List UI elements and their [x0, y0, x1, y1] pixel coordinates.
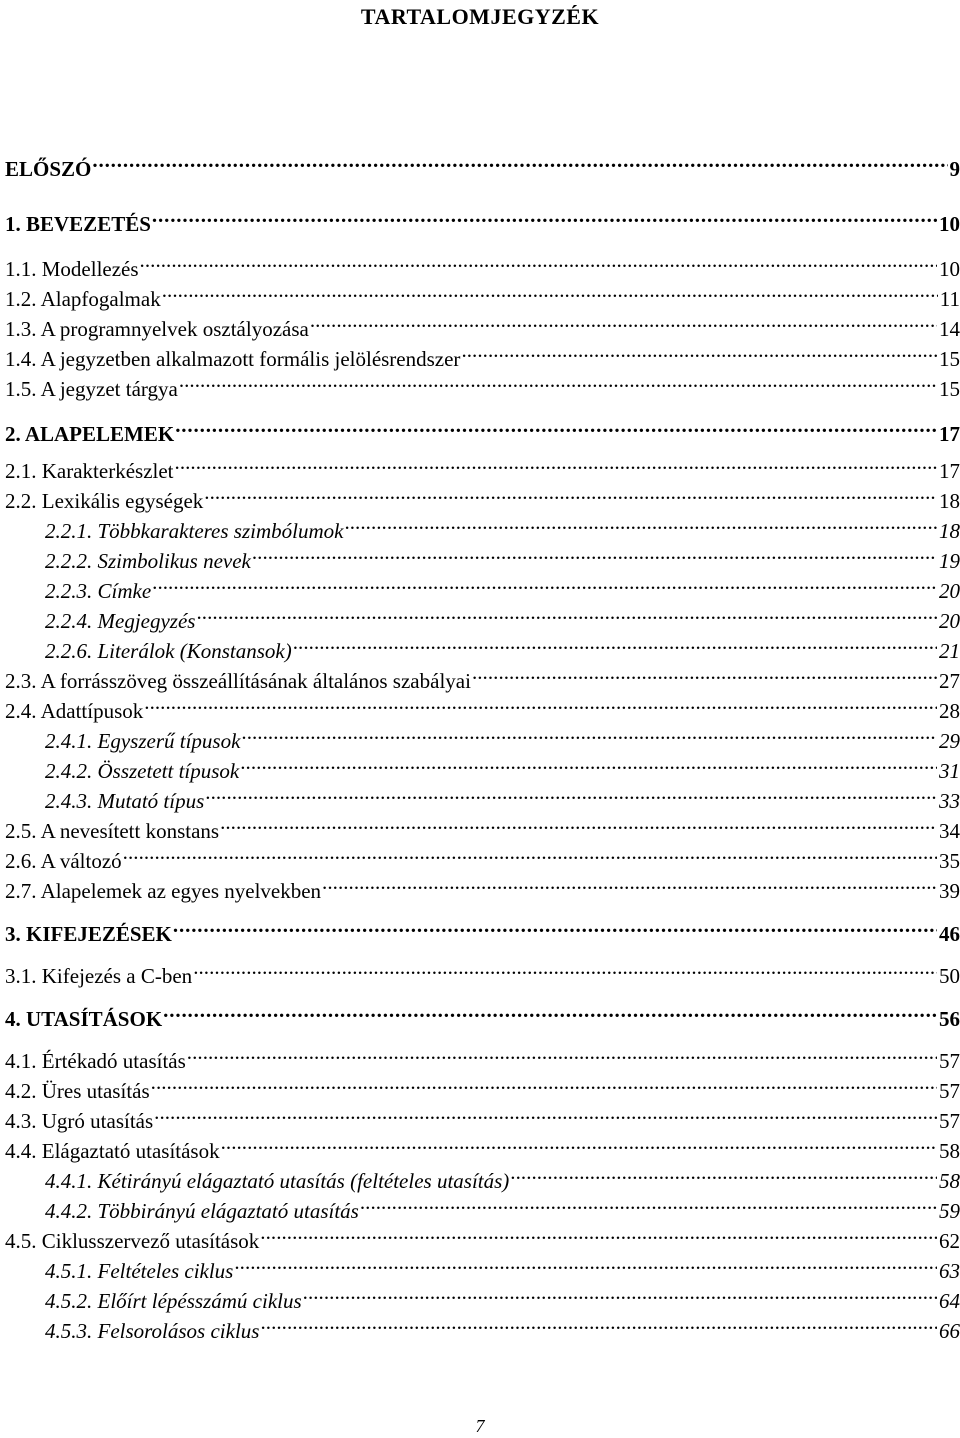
toc-entry-label: 2.4.2. Összetett típusok [5, 759, 240, 784]
toc-section-entry[interactable] [5, 375, 960, 402]
toc-section-entry[interactable] [5, 817, 960, 844]
toc-section-entry[interactable] [5, 285, 960, 312]
toc-entry-page: 46 [939, 922, 960, 946]
toc-entry-page: 29 [939, 729, 960, 753]
toc-entry-label: 4.5.3. Felsorolásos ciklus [5, 1319, 260, 1344]
toc-entry-label: 3. KIFEJEZÉSEK [5, 922, 172, 946]
toc-section-entry[interactable] [5, 667, 960, 694]
toc-entry-label: ELŐSZÓ [5, 157, 92, 181]
toc-leader-dots [204, 487, 937, 508]
toc-leader-dots [510, 1167, 937, 1188]
toc-section-entry[interactable] [5, 1077, 960, 1104]
toc-subsection-entry[interactable] [5, 637, 960, 664]
toc-section-entry[interactable] [5, 962, 960, 989]
toc-leader-dots [310, 315, 937, 336]
toc-entry-label: 2.6. A változó [5, 849, 122, 873]
toc-entry-page: 17 [939, 422, 960, 446]
toc-leader-dots [260, 1317, 937, 1338]
toc-leader-dots [187, 1047, 937, 1068]
toc-entry-page: 15 [939, 377, 960, 401]
toc-entry-page: 10 [939, 212, 960, 236]
toc-entry-page: 58 [939, 1139, 960, 1163]
toc-entry-page: 62 [939, 1229, 960, 1253]
toc-leader-dots [144, 697, 937, 718]
toc-entry-page: 14 [939, 317, 960, 341]
toc-entry-label: 1.5. A jegyzet tárgya [5, 377, 178, 401]
toc-leader-dots [92, 155, 947, 176]
toc-entry-label: 2.2. Lexikális egységek [5, 489, 204, 513]
toc-entry-label: 2.4.3. Mutató típus [5, 789, 205, 814]
toc-entry-page: 17 [939, 459, 960, 483]
toc-entry-page: 39 [939, 879, 960, 903]
toc-leader-dots [461, 345, 937, 366]
toc-entry-page: 35 [939, 849, 960, 873]
toc-subsection-entry[interactable] [5, 577, 960, 604]
toc-leader-dots [140, 255, 937, 276]
toc-subsection-entry[interactable] [5, 1287, 960, 1314]
toc-entry-page: 64 [939, 1289, 960, 1313]
toc-section-entry[interactable] [5, 487, 960, 514]
toc-entry-page: 34 [939, 819, 960, 843]
toc-section-entry[interactable] [5, 1047, 960, 1074]
toc-leader-dots [260, 1227, 937, 1248]
toc-leader-dots [175, 457, 937, 478]
toc-leader-dots [472, 667, 937, 688]
toc-entry-label: 4.5.2. Előírt lépésszámú ciklus [5, 1289, 303, 1314]
toc-subsection-entry[interactable] [5, 1167, 960, 1194]
toc-entry-page: 58 [939, 1169, 960, 1193]
toc-entry-page: 9 [949, 157, 960, 181]
toc-entry-page: 20 [939, 609, 960, 633]
toc-entry-page: 33 [939, 789, 960, 813]
toc-subsection-entry[interactable] [5, 757, 960, 784]
toc-section-entry[interactable] [5, 315, 960, 342]
toc-leader-dots [163, 1005, 937, 1026]
toc-subsection-entry[interactable] [5, 727, 960, 754]
toc-leader-dots [205, 787, 937, 808]
toc-subsection-entry[interactable] [5, 787, 960, 814]
toc-entry-label: 2.4. Adattípusok [5, 699, 144, 723]
toc-entry-label: 2.2.3. Címke [5, 579, 152, 604]
toc-chapter-entry[interactable] [5, 1005, 960, 1032]
toc-entry-label: 2.2.4. Megjegyzés [5, 609, 196, 634]
toc-entry-label: 2.5. A nevesített konstans [5, 819, 220, 843]
toc-entry-label: 2.4.1. Egyszerű típusok [5, 729, 241, 754]
toc-entry-page: 56 [939, 1007, 960, 1031]
toc-entry-label: 1.3. A programnyelvek osztályozása [5, 317, 309, 341]
toc-leader-dots [193, 962, 937, 983]
toc-leader-dots [241, 727, 937, 748]
toc-entry-label: 2.2.6. Literálok (Konstansok) [5, 639, 293, 664]
toc-leader-dots [220, 817, 937, 838]
toc-section-entry[interactable] [5, 255, 960, 282]
toc-entry-page: 27 [939, 669, 960, 693]
toc-entry-page: 66 [939, 1319, 960, 1343]
toc-entry-label: 4.5. Ciklusszervező utasítások [5, 1229, 260, 1253]
toc-leader-dots [152, 210, 937, 231]
toc-leader-dots [154, 1107, 937, 1128]
toc-subsection-entry[interactable] [5, 547, 960, 574]
toc-entry-label: 4.5.1. Feltételes ciklus [5, 1259, 234, 1284]
toc-leader-dots [173, 920, 937, 941]
toc-entry-label: 4.2. Üres utasítás [5, 1079, 150, 1103]
toc-entry-page: 28 [939, 699, 960, 723]
toc-leader-dots [252, 547, 937, 568]
toc-section-entry[interactable] [5, 345, 960, 372]
toc-section-entry[interactable] [5, 457, 960, 484]
toc-chapter-entry[interactable] [5, 420, 960, 447]
toc-chapter-entry[interactable] [5, 210, 960, 237]
toc-section-entry[interactable] [5, 877, 960, 904]
toc-leader-dots [179, 375, 937, 396]
toc-leader-dots [123, 847, 937, 868]
toc-entry-label: 1. BEVEZETÉS [5, 212, 151, 236]
toc-entry-label: 1.4. A jegyzetben alkalmazott formális jelölésrendszer [5, 347, 461, 371]
toc-leader-dots [196, 607, 937, 628]
toc-entry-label: 2.2.1. Többkarakteres szimbólumok [5, 519, 344, 544]
page-number: 7 [475, 1416, 485, 1436]
toc-leader-dots [221, 1137, 937, 1158]
toc-entry-page: 10 [939, 257, 960, 281]
toc-entry-label: 4.1. Értékadó utasítás [5, 1049, 186, 1073]
toc-entry-page: 57 [939, 1079, 960, 1103]
page-title: TARTALOMJEGYZÉK [360, 4, 600, 29]
toc-entry-page: 21 [939, 639, 960, 663]
toc-subsection-entry[interactable] [5, 1257, 960, 1284]
toc-entry-label: 1.2. Alapfogalmak [5, 287, 161, 311]
toc-entry-page: 20 [939, 579, 960, 603]
toc-entry-page: 63 [939, 1259, 960, 1283]
toc-entry-label: 4. UTASÍTÁSOK [5, 1007, 163, 1031]
toc-leader-dots [293, 637, 937, 658]
toc-entry-label: 2.7. Alapelemek az egyes nyelvekben [5, 879, 322, 903]
toc-section-entry[interactable] [5, 697, 960, 724]
toc-chapter-entry[interactable] [5, 920, 960, 947]
toc-entry-label: 2.3. A forrásszöveg összeállításának általános szabályai [5, 669, 471, 693]
toc-entry-label: 2.1. Karakterkészlet [5, 459, 174, 483]
toc-entry-page: 19 [939, 549, 960, 573]
toc-subsection-entry[interactable] [5, 1317, 960, 1344]
toc-leader-dots [152, 577, 937, 598]
toc-entry-label: 4.4. Elágaztató utasítások [5, 1139, 220, 1163]
toc-entry-label: 1.1. Modellezés [5, 257, 139, 281]
toc-leader-dots [162, 285, 938, 306]
toc-entry-page: 18 [939, 519, 960, 543]
toc-entry-label: 4.4.2. Többirányú elágaztató utasítás [5, 1199, 360, 1224]
toc-chapter-entry[interactable] [5, 155, 960, 182]
toc-entry-label: 2.2.2. Szimbolikus nevek [5, 549, 252, 574]
toc-entry-page: 18 [939, 489, 960, 513]
toc-section-entry[interactable] [5, 1137, 960, 1164]
toc-subsection-entry[interactable] [5, 1197, 960, 1224]
toc-entry-label: 2. ALAPELEMEK [5, 422, 175, 446]
toc-subsection-entry[interactable] [5, 607, 960, 634]
toc-leader-dots [151, 1077, 937, 1098]
toc-entry-page: 15 [939, 347, 960, 371]
toc-leader-dots [322, 877, 937, 898]
toc-entry-label: 3.1. Kifejezés a C-ben [5, 964, 193, 988]
toc-leader-dots [240, 757, 937, 778]
toc-leader-dots [344, 517, 937, 538]
toc-entry-label: 4.4.1. Kétirányú elágaztató utasítás (feltételes utasítás) [5, 1169, 510, 1194]
toc-entry-page: 57 [939, 1109, 960, 1133]
toc-subsection-entry[interactable] [5, 517, 960, 544]
toc-entry-page: 11 [939, 287, 960, 311]
toc-entry-page: 50 [939, 964, 960, 988]
toc-section-entry[interactable] [5, 847, 960, 874]
toc-leader-dots [234, 1257, 937, 1278]
toc-section-entry[interactable] [5, 1107, 960, 1134]
toc-leader-dots [175, 420, 937, 441]
toc-leader-dots [360, 1197, 937, 1218]
toc-leader-dots [303, 1287, 937, 1308]
toc-entry-page: 59 [939, 1199, 960, 1223]
toc-entry-page: 31 [939, 759, 960, 783]
toc-entry-page: 57 [939, 1049, 960, 1073]
toc-section-entry[interactable] [5, 1227, 960, 1254]
toc-entry-label: 4.3. Ugró utasítás [5, 1109, 154, 1133]
